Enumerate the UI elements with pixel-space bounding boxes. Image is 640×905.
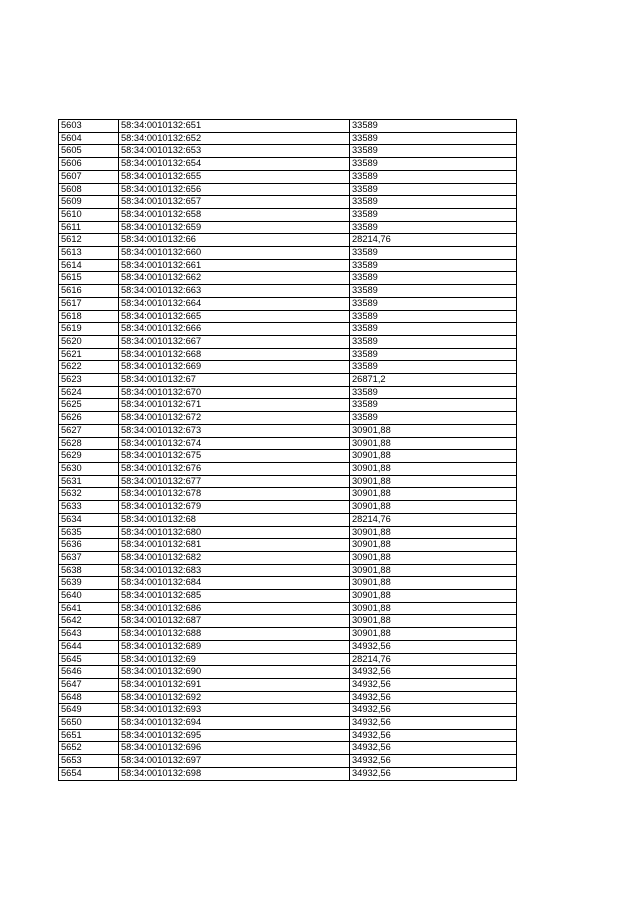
cadastral-number-cell: 58:34:0010132:670 — [119, 386, 350, 399]
cadastral-number-cell: 58:34:0010132:679 — [119, 501, 350, 514]
cadastral-number-cell: 58:34:0010132:695 — [119, 729, 350, 742]
row-number-cell: 5649 — [59, 704, 119, 717]
value-cell: 33589 — [350, 170, 517, 183]
cadastral-number-cell: 58:34:0010132:689 — [119, 640, 350, 653]
table-row — [59, 145, 517, 158]
row-number-cell: 5632 — [59, 488, 119, 501]
row-number-cell: 5646 — [59, 666, 119, 679]
row-number-cell: 5618 — [59, 310, 119, 323]
row-number-cell: 5638 — [59, 564, 119, 577]
cadastral-number-cell: 58:34:0010132:676 — [119, 462, 350, 475]
table-row — [59, 602, 517, 615]
cadastral-number-cell: 58:34:0010132:685 — [119, 590, 350, 603]
value-cell: 26871,2 — [350, 374, 517, 387]
cadastral-number-cell: 58:34:0010132:693 — [119, 704, 350, 717]
value-cell: 33589 — [350, 348, 517, 361]
value-cell: 33589 — [350, 247, 517, 260]
table-row — [59, 767, 517, 780]
value-cell: 30901,88 — [350, 577, 517, 590]
table-row — [59, 450, 517, 463]
value-cell: 34932,56 — [350, 717, 517, 730]
value-cell: 34932,56 — [350, 742, 517, 755]
table-row — [59, 323, 517, 336]
cadastral-number-cell: 58:34:0010132:671 — [119, 399, 350, 412]
table-row — [59, 285, 517, 298]
row-number-cell: 5639 — [59, 577, 119, 590]
cadastral-number-cell: 58:34:0010132:652 — [119, 132, 350, 145]
table-row — [59, 297, 517, 310]
value-cell: 30901,88 — [350, 628, 517, 641]
value-cell: 30901,88 — [350, 450, 517, 463]
table-row — [59, 310, 517, 323]
table-row — [59, 424, 517, 437]
value-cell: 33589 — [350, 412, 517, 425]
value-cell: 33589 — [350, 132, 517, 145]
table-row — [59, 539, 517, 552]
row-number-cell: 5648 — [59, 691, 119, 704]
row-number-cell: 5608 — [59, 183, 119, 196]
table-row — [59, 526, 517, 539]
cadastral-number-cell: 58:34:0010132:657 — [119, 196, 350, 209]
row-number-cell: 5650 — [59, 717, 119, 730]
table-row — [59, 717, 517, 730]
cadastral-number-cell: 58:34:0010132:669 — [119, 361, 350, 374]
row-number-cell: 5607 — [59, 170, 119, 183]
cadastral-number-cell: 58:34:0010132:667 — [119, 335, 350, 348]
row-number-cell: 5610 — [59, 208, 119, 221]
cadastral-number-cell: 58:34:0010132:697 — [119, 755, 350, 768]
table-row — [59, 475, 517, 488]
value-cell: 33589 — [350, 145, 517, 158]
cadastral-number-cell: 58:34:0010132:68 — [119, 513, 350, 526]
value-cell: 30901,88 — [350, 501, 517, 514]
table-row — [59, 678, 517, 691]
value-cell: 30901,88 — [350, 602, 517, 615]
table-row — [59, 488, 517, 501]
row-number-cell: 5612 — [59, 234, 119, 247]
row-number-cell: 5637 — [59, 551, 119, 564]
table-row — [59, 691, 517, 704]
cadastral-number-cell: 58:34:0010132:690 — [119, 666, 350, 679]
value-cell: 33589 — [350, 335, 517, 348]
row-number-cell: 5613 — [59, 247, 119, 260]
value-cell: 34932,56 — [350, 704, 517, 717]
row-number-cell: 5633 — [59, 501, 119, 514]
table-row — [59, 653, 517, 666]
row-number-cell: 5624 — [59, 386, 119, 399]
value-cell: 34932,56 — [350, 640, 517, 653]
table-row — [59, 132, 517, 145]
cadastral-number-cell: 58:34:0010132:658 — [119, 208, 350, 221]
cadastral-number-cell: 58:34:0010132:662 — [119, 272, 350, 285]
table-row — [59, 755, 517, 768]
cadastral-number-cell: 58:34:0010132:660 — [119, 247, 350, 260]
value-cell: 33589 — [350, 272, 517, 285]
row-number-cell: 5631 — [59, 475, 119, 488]
value-cell: 28214,76 — [350, 653, 517, 666]
table-row — [59, 158, 517, 171]
row-number-cell: 5641 — [59, 602, 119, 615]
row-number-cell: 5626 — [59, 412, 119, 425]
cadastral-number-cell: 58:34:0010132:684 — [119, 577, 350, 590]
cadastral-number-cell: 58:34:0010132:674 — [119, 437, 350, 450]
table-row — [59, 501, 517, 514]
row-number-cell: 5654 — [59, 767, 119, 780]
cadastral-number-cell: 58:34:0010132:655 — [119, 170, 350, 183]
value-cell: 33589 — [350, 399, 517, 412]
table-row — [59, 120, 517, 133]
row-number-cell: 5620 — [59, 335, 119, 348]
row-number-cell: 5630 — [59, 462, 119, 475]
value-cell: 30901,88 — [350, 462, 517, 475]
value-cell: 30901,88 — [350, 551, 517, 564]
value-cell: 34932,56 — [350, 755, 517, 768]
row-number-cell: 5644 — [59, 640, 119, 653]
value-cell: 33589 — [350, 259, 517, 272]
table-row — [59, 551, 517, 564]
cadastral-number-cell: 58:34:0010132:67 — [119, 374, 350, 387]
row-number-cell: 5616 — [59, 285, 119, 298]
table-row — [59, 348, 517, 361]
cadastral-number-cell: 58:34:0010132:688 — [119, 628, 350, 641]
table-row — [59, 386, 517, 399]
value-cell: 33589 — [350, 196, 517, 209]
row-number-cell: 5628 — [59, 437, 119, 450]
value-cell: 30901,88 — [350, 615, 517, 628]
table-row — [59, 208, 517, 221]
table-body — [59, 120, 517, 781]
table-row — [59, 259, 517, 272]
value-cell: 30901,88 — [350, 564, 517, 577]
row-number-cell: 5625 — [59, 399, 119, 412]
value-cell: 30901,88 — [350, 424, 517, 437]
value-cell: 33589 — [350, 361, 517, 374]
value-cell: 34932,56 — [350, 691, 517, 704]
row-number-cell: 5634 — [59, 513, 119, 526]
row-number-cell: 5652 — [59, 742, 119, 755]
cadastral-number-cell: 58:34:0010132:66 — [119, 234, 350, 247]
row-number-cell: 5619 — [59, 323, 119, 336]
row-number-cell: 5651 — [59, 729, 119, 742]
cadastral-number-cell: 58:34:0010132:691 — [119, 678, 350, 691]
table-row — [59, 640, 517, 653]
row-number-cell: 5617 — [59, 297, 119, 310]
table-row — [59, 374, 517, 387]
value-cell: 33589 — [350, 208, 517, 221]
cadastral-number-cell: 58:34:0010132:673 — [119, 424, 350, 437]
value-cell: 30901,88 — [350, 526, 517, 539]
cadastral-number-cell: 58:34:0010132:687 — [119, 615, 350, 628]
row-number-cell: 5614 — [59, 259, 119, 272]
value-cell: 33589 — [350, 221, 517, 234]
table-row — [59, 437, 517, 450]
table-row — [59, 170, 517, 183]
row-number-cell: 5645 — [59, 653, 119, 666]
value-cell: 33589 — [350, 120, 517, 133]
value-cell: 33589 — [350, 183, 517, 196]
cadastral-number-cell: 58:34:0010132:656 — [119, 183, 350, 196]
row-number-cell: 5623 — [59, 374, 119, 387]
row-number-cell: 5611 — [59, 221, 119, 234]
value-cell: 28214,76 — [350, 513, 517, 526]
cadastral-number-cell: 58:34:0010132:668 — [119, 348, 350, 361]
row-number-cell: 5615 — [59, 272, 119, 285]
row-number-cell: 5643 — [59, 628, 119, 641]
table-row — [59, 577, 517, 590]
value-cell: 30901,88 — [350, 475, 517, 488]
value-cell: 33589 — [350, 297, 517, 310]
cadastral-number-cell: 58:34:0010132:683 — [119, 564, 350, 577]
value-cell: 34932,56 — [350, 666, 517, 679]
table-row — [59, 704, 517, 717]
row-number-cell: 5609 — [59, 196, 119, 209]
row-number-cell: 5635 — [59, 526, 119, 539]
cadastral-number-cell: 58:34:0010132:654 — [119, 158, 350, 171]
table-row — [59, 335, 517, 348]
table-row — [59, 462, 517, 475]
row-number-cell: 5603 — [59, 120, 119, 133]
value-cell: 34932,56 — [350, 767, 517, 780]
cadastral-number-cell: 58:34:0010132:680 — [119, 526, 350, 539]
row-number-cell: 5653 — [59, 755, 119, 768]
value-cell: 33589 — [350, 158, 517, 171]
cadastral-number-cell: 58:34:0010132:696 — [119, 742, 350, 755]
value-cell: 34932,56 — [350, 678, 517, 691]
table-row — [59, 183, 517, 196]
table-row — [59, 666, 517, 679]
value-cell: 33589 — [350, 310, 517, 323]
value-cell: 28214,76 — [350, 234, 517, 247]
value-cell: 30901,88 — [350, 590, 517, 603]
value-cell: 30901,88 — [350, 437, 517, 450]
table-row — [59, 196, 517, 209]
cadastral-number-cell: 58:34:0010132:666 — [119, 323, 350, 336]
cadastral-number-cell: 58:34:0010132:675 — [119, 450, 350, 463]
cadastral-number-cell: 58:34:0010132:678 — [119, 488, 350, 501]
row-number-cell: 5606 — [59, 158, 119, 171]
cadastral-number-cell: 58:34:0010132:664 — [119, 297, 350, 310]
table-row — [59, 361, 517, 374]
cadastral-number-cell: 58:34:0010132:681 — [119, 539, 350, 552]
table-row — [59, 399, 517, 412]
cadastral-number-cell: 58:34:0010132:686 — [119, 602, 350, 615]
row-number-cell: 5621 — [59, 348, 119, 361]
table-row — [59, 564, 517, 577]
row-number-cell: 5605 — [59, 145, 119, 158]
row-number-cell: 5604 — [59, 132, 119, 145]
cadastral-number-cell: 58:34:0010132:663 — [119, 285, 350, 298]
value-cell: 33589 — [350, 386, 517, 399]
cadastral-number-cell: 58:34:0010132:69 — [119, 653, 350, 666]
value-cell: 33589 — [350, 285, 517, 298]
table-row — [59, 513, 517, 526]
cadastral-number-cell: 58:34:0010132:665 — [119, 310, 350, 323]
table-row — [59, 628, 517, 641]
cadastral-number-cell: 58:34:0010132:677 — [119, 475, 350, 488]
value-cell: 33589 — [350, 323, 517, 336]
row-number-cell: 5647 — [59, 678, 119, 691]
cadastral-number-cell: 58:34:0010132:661 — [119, 259, 350, 272]
table-row — [59, 729, 517, 742]
cadastral-number-cell: 58:34:0010132:694 — [119, 717, 350, 730]
row-number-cell: 5629 — [59, 450, 119, 463]
table-row — [59, 590, 517, 603]
table-row — [59, 272, 517, 285]
row-number-cell: 5636 — [59, 539, 119, 552]
table-row — [59, 234, 517, 247]
cadastral-number-cell: 58:34:0010132:651 — [119, 120, 350, 133]
value-cell: 30901,88 — [350, 539, 517, 552]
cadastral-number-cell: 58:34:0010132:659 — [119, 221, 350, 234]
cadastral-number-cell: 58:34:0010132:653 — [119, 145, 350, 158]
value-cell: 30901,88 — [350, 488, 517, 501]
cadastral-number-cell: 58:34:0010132:692 — [119, 691, 350, 704]
cadastral-number-cell: 58:34:0010132:698 — [119, 767, 350, 780]
value-cell: 34932,56 — [350, 729, 517, 742]
table-row — [59, 615, 517, 628]
table-row — [59, 742, 517, 755]
cadastral-value-table — [58, 119, 517, 781]
row-number-cell: 5642 — [59, 615, 119, 628]
table-row — [59, 412, 517, 425]
row-number-cell: 5627 — [59, 424, 119, 437]
row-number-cell: 5640 — [59, 590, 119, 603]
cadastral-number-cell: 58:34:0010132:672 — [119, 412, 350, 425]
table-row — [59, 247, 517, 260]
row-number-cell: 5622 — [59, 361, 119, 374]
table-row — [59, 221, 517, 234]
cadastral-number-cell: 58:34:0010132:682 — [119, 551, 350, 564]
